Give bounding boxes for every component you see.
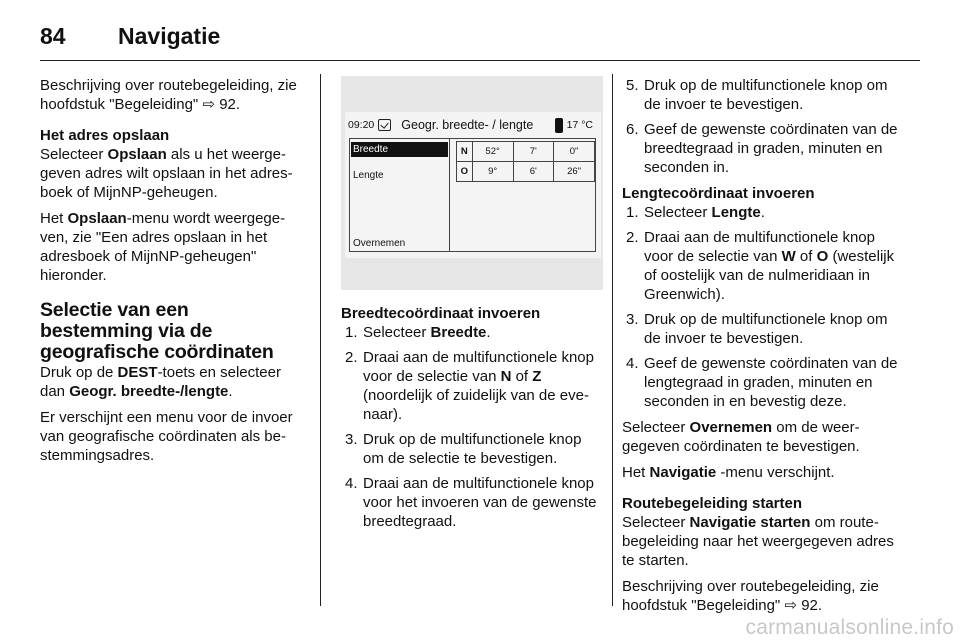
list-item: 4. Draai aan de multifunctionele knop voor het invoeren van de gewenste breedtegraad. (345, 475, 597, 530)
coordinate-row-latitude: N 52° 7' 0" (457, 142, 595, 162)
coordinates-table (456, 141, 595, 182)
navigation-screen-illustration (341, 76, 603, 290)
column-left (40, 76, 306, 472)
watermark: carmanualsonline.info (745, 616, 954, 639)
page-ref[interactable]: 92. (801, 597, 823, 614)
menu-item-overnemen: Overnemen (353, 238, 406, 249)
section-heading-latitude: Breedtecoördinaat invoeren (341, 305, 541, 322)
latitude-steps-continued (622, 76, 907, 177)
geo-paragraph-2: Er verschijnt een menu voor de invoer van geografische coördinaten als bestemmingsadres. (40, 409, 293, 464)
page-title: Navigatie (118, 22, 221, 49)
screen-status-bar (345, 114, 601, 136)
list-item: 2. Draai aan de multifunctionele knop voor de selectie van N of Z (noordelijk of zuidelijk van de evenaar). (345, 349, 594, 423)
list-item: 1. Selecteer Breedte. (345, 324, 491, 341)
section-heading-longitude: Lengtecoördinaat invoeren (622, 185, 815, 202)
header-rule (40, 60, 920, 61)
screen-menu (350, 139, 450, 251)
navigatie-paragraph: Het Navigatie -menu verschijnt. (622, 464, 835, 481)
column-divider (612, 74, 613, 606)
latitude-steps (341, 323, 603, 531)
list-item: 3. Druk op de multifunctionele knop om de invoer te bevestigen. (626, 311, 888, 347)
screen-time: 09:20 (348, 118, 375, 131)
list-item: 4. Geef de gewenste coördinaten van de lengtegraad in graden, minuten en seconden in en bevestig deze. (626, 355, 898, 410)
coordinate-row-longitude: O 9° 6' 26" (457, 162, 595, 182)
intro-text: Beschrijving over routebegeleiding, zie hoofdstuk "Begeleiding" (40, 77, 297, 113)
longitude-steps (622, 203, 907, 411)
overnemen-paragraph: Selecteer Overnemen om de weergegeven coördinaten te bevestigen. (622, 419, 860, 455)
page-ref-arrow-icon: ⇨ (784, 597, 798, 614)
screen-title: Geogr. breedte- / lengte (401, 117, 534, 132)
section-heading-save: Het adres opslaan (40, 127, 170, 144)
list-item: 5. Druk op de multifunctionele knop om de invoer te bevestigen. (626, 77, 888, 113)
page-ref-arrow-icon: ⇨ (202, 96, 216, 113)
menu-item-lengte: Lengte (353, 170, 384, 181)
save-paragraph-2: Het Opslaan-menu wordt weergegeven, zie "Een adres opslaan in het adresboek of MijnNP-geheugen" hieronder. (40, 210, 286, 284)
route-paragraph: Selecteer Navigatie starten om routebegeleiding naar het weergegeven adres te starten. (622, 514, 894, 569)
intro-paragraph (40, 76, 306, 114)
thermometer-icon (555, 118, 563, 133)
list-item: 6. Geef de gewenste coördinaten van de breedtegraad in graden, minuten en seconden in. (626, 121, 898, 176)
checkmark-icon (378, 119, 391, 131)
section-heading-geo: Selectie van een bestemming via de geografische coördinaten (40, 299, 274, 363)
section-heading-route: Routebegeleiding starten (622, 495, 803, 512)
screen-temperature: 17 °C (555, 116, 593, 135)
screen-content (349, 138, 596, 252)
page-ref[interactable]: 92. (219, 96, 241, 113)
list-item: 1. Selecteer Lengte. (626, 204, 765, 221)
save-paragraph-1: Selecteer Opslaan als u het weergegeven adres wilt opslaan in het adresboek of MijnNP-geheugen. (40, 146, 293, 201)
page-header (40, 16, 220, 56)
menu-item-breedte: Breedte (351, 142, 448, 157)
column-middle (341, 76, 603, 538)
closing-paragraph: Beschrijving over routebegeleiding, zie hoofdstuk "Begeleiding" ⇨ 92. (622, 578, 879, 614)
list-item: 2. Draai aan de multifunctionele knop voor de selectie van W of O (westelijk of oostelijk van de nulmeridiaan in Greenwich). (626, 229, 895, 303)
column-divider (320, 74, 321, 606)
list-item: 3. Druk op de multifunctionele knop om de selectie te bevestigen. (345, 431, 582, 467)
page-number: 84 (40, 22, 66, 49)
column-right (622, 76, 907, 622)
geo-paragraph-1: Druk op de DEST-toets en selecteer dan Geogr. breedte-/lengte. (40, 364, 281, 400)
